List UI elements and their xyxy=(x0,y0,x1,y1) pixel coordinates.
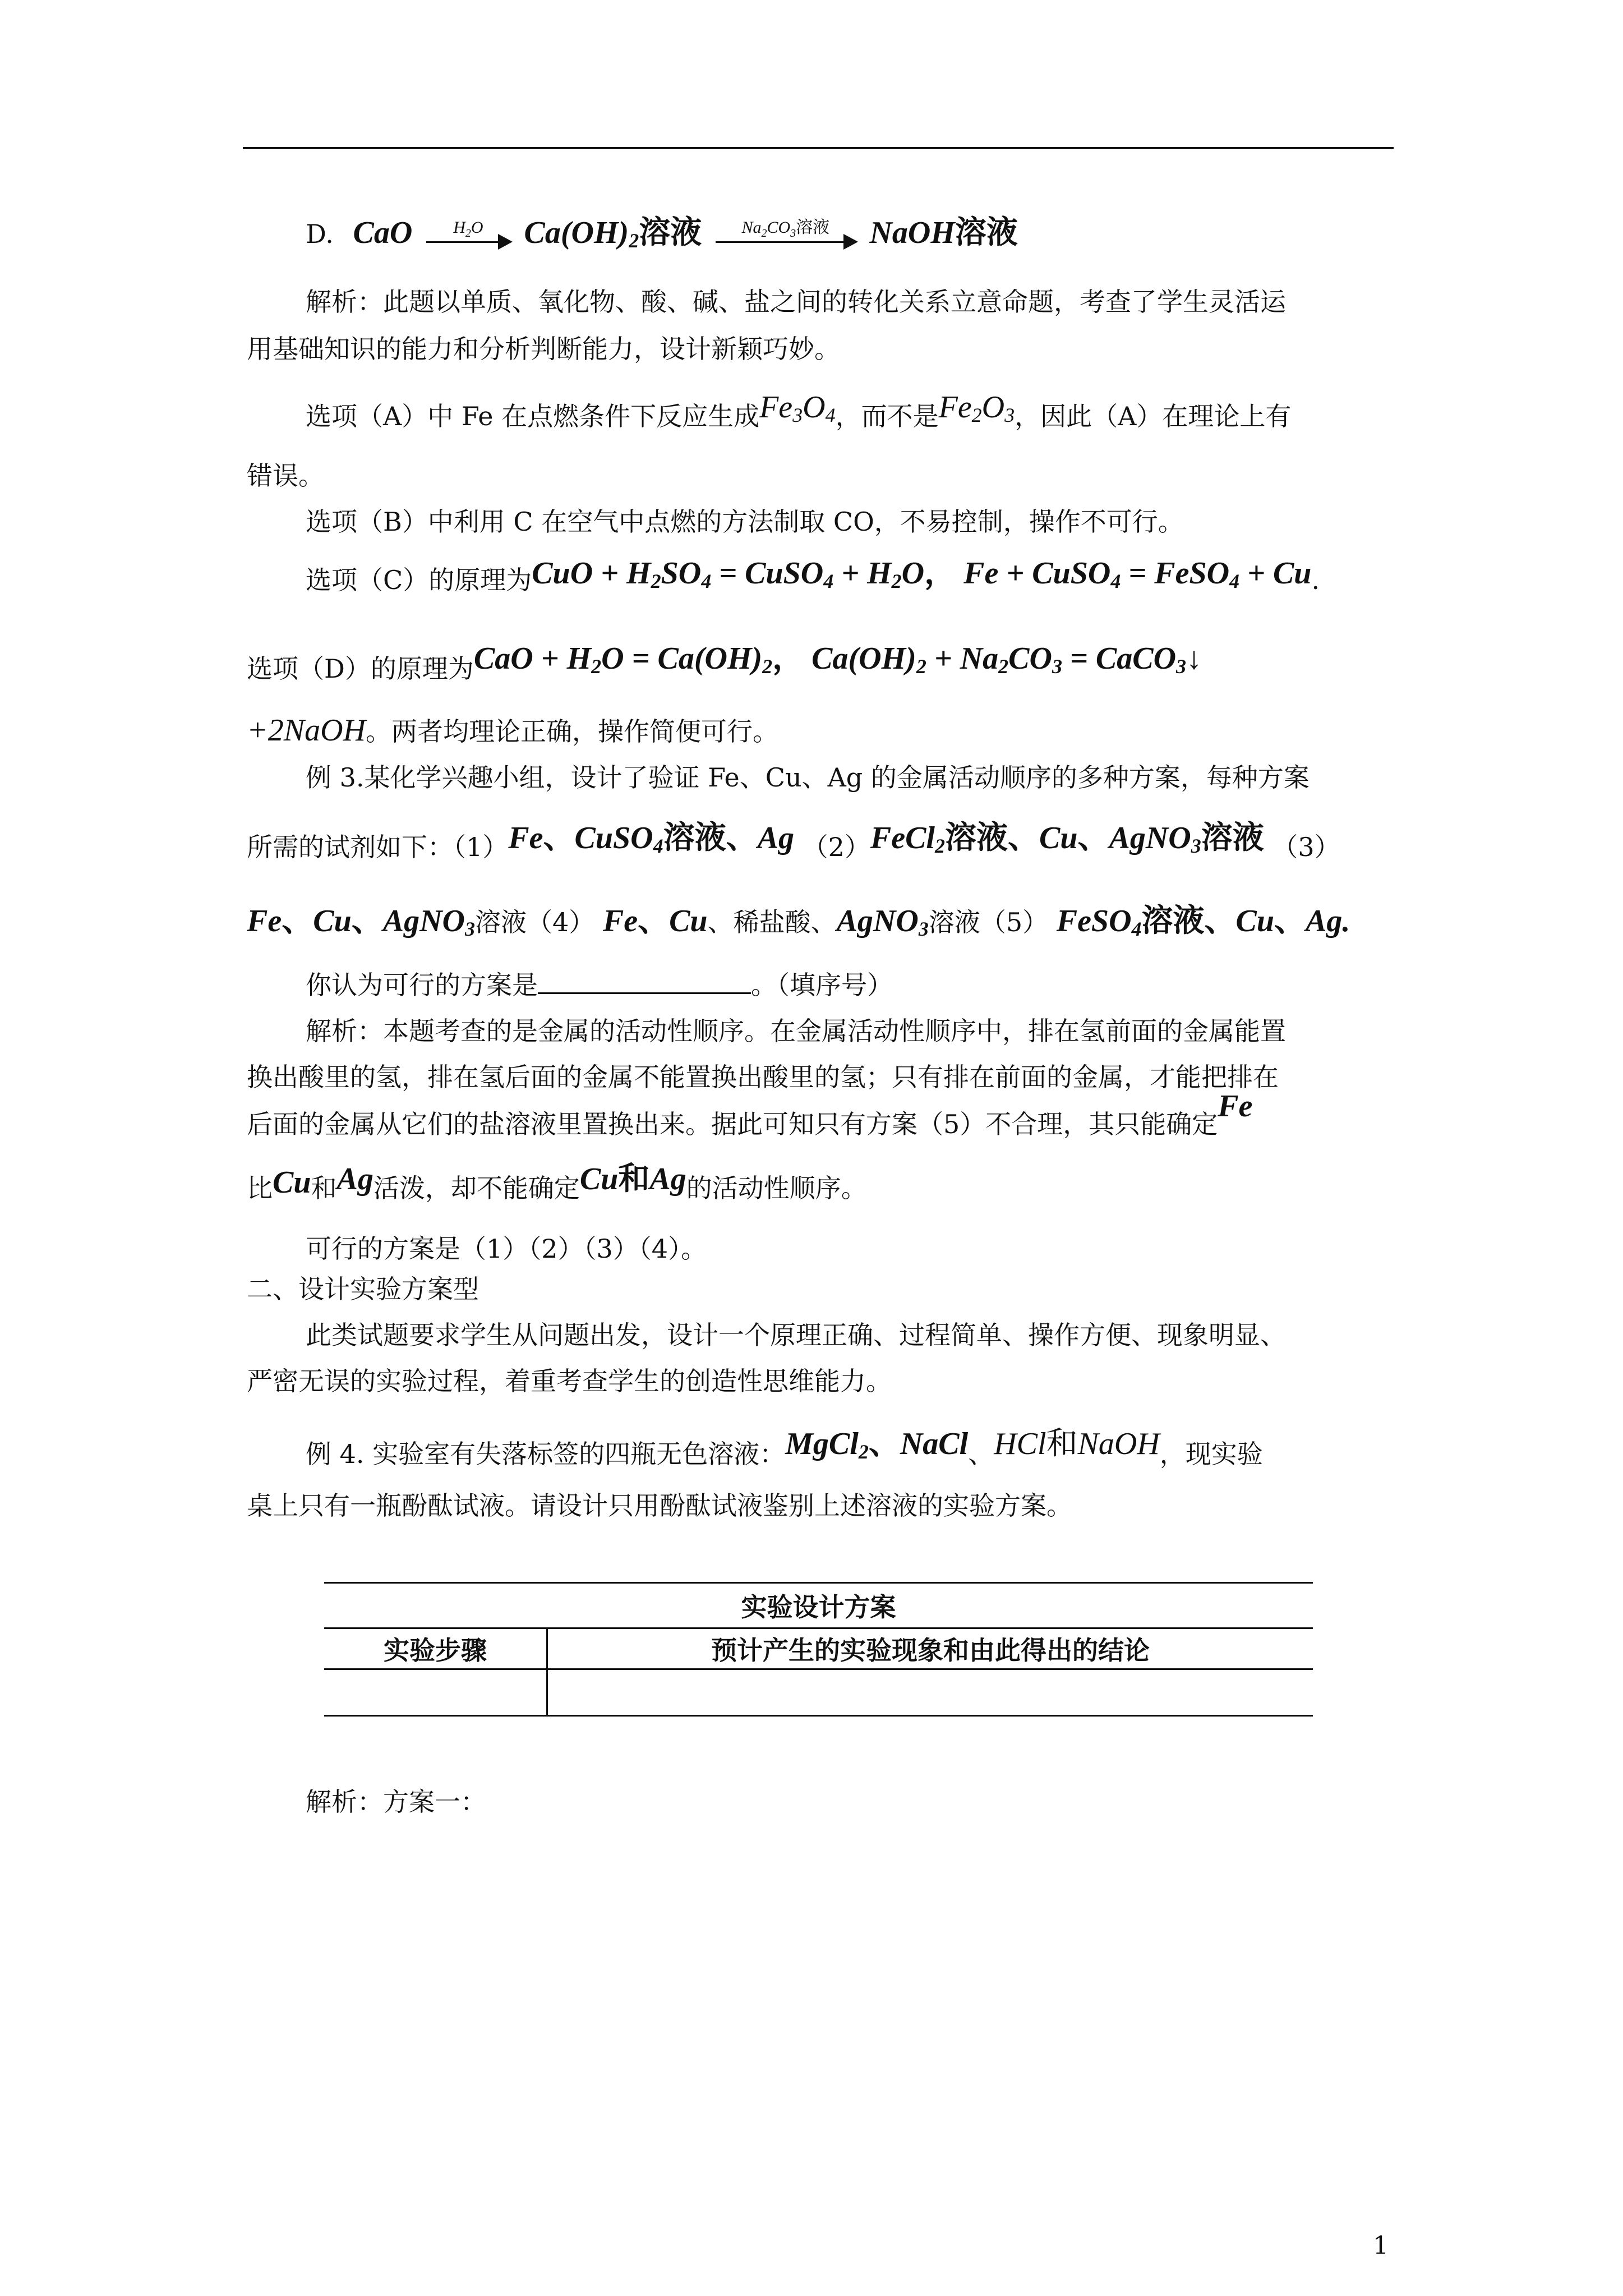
formula-option-c: CuO + $H_2SO_4$ = CuSO$_4$ + $H_2O$， Fe + CuSO$_4$ = FeSO$_4$ + Cu xyxy=(532,556,1312,592)
column-header-conclusion: 预计产生的实验现象和由此得出的结论 xyxy=(547,1628,1313,1669)
formula-mgcl2-nacl: MgCl$_2$、NaCl xyxy=(785,1427,969,1463)
analysis-1-line-1: 解析：此题以单质、氧化物、酸、碱、盐之间的转化关系立意命题，考查了学生灵活运 xyxy=(306,287,1286,317)
formula-fe2o3: $Fe_2O_3$ xyxy=(938,390,1015,426)
table-caption: 实验设计方案 xyxy=(324,1583,1313,1628)
table-cell-steps[interactable] xyxy=(324,1669,547,1716)
option-d-principle-line-2: +2NaOH。两者均理论正确，操作简便可行。 xyxy=(247,713,779,748)
reagents-5: FeSO$_4$溶液、Cu、Ag. xyxy=(1056,904,1350,940)
example-3-question: 你认为可行的方案是 。（填序号） xyxy=(306,970,893,1000)
analysis-3-line-3: 后面的金属从它们的盐溶液里置换出来。据此可知只有方案（5）不合理，其只能确定Fe xyxy=(247,1089,1253,1139)
example-3-line-1: 例 3.某化学兴趣小组，设计了验证 Fe、Cu、Ag 的金属活动顺序的多种方案，每种方案 xyxy=(306,762,1310,793)
analysis-3-line-4: 比Cu和Ag活泼，却不能确定Cu和Ag的活动性顺序。 xyxy=(247,1162,867,1203)
option-c-line: 选项（C）的原理为CuO + $H_2SO_4$ = CuSO$_4$ + $H_2O$， Fe + CuSO$_4$ = FeSO$_4$ + Cu. xyxy=(306,556,1320,595)
option-d-label: D. xyxy=(306,219,334,249)
formula-option-d: CaO + $H_2O = Ca(OH)_2$， $Ca(OH)_2 + Na_2CO_3$ = CaCO$_3$↓ xyxy=(473,641,1202,678)
analysis-4-line: 解析：方案一： xyxy=(306,1787,486,1817)
reagents-1: Fe、CuSO$_4$溶液、Ag xyxy=(508,821,794,857)
header-rule xyxy=(243,147,1394,149)
option-a-line-2: 错误。 xyxy=(247,461,324,491)
formula-cao: CaO xyxy=(353,215,413,250)
option-a-line: 选项（A）中 Fe 在点燃条件下反应生成$Fe_3O_4$，而不是$Fe_2O_3$，因此（A）在理论上有 xyxy=(306,390,1292,431)
formula-ag: Ag xyxy=(336,1162,374,1197)
formula-cu-ag: Cu和Ag xyxy=(579,1162,686,1197)
formula-2naoh: +2NaOH xyxy=(247,713,366,748)
option-b-line: 选项（B）中利用 C 在空气中点燃的方法制取 CO，不易控制，操作不可行。 xyxy=(306,507,1184,537)
reagents-3: Fe、Cu、AgNO$_3$ xyxy=(247,904,475,940)
formula-cu: Cu xyxy=(273,1165,311,1200)
reagents-4-metals: Fe、Cu xyxy=(602,904,708,938)
example-4-line-1: 例 4. 实验室有失落标签的四瓶无色溶液：MgCl$_2$、NaCl、HCl和NaOH，现实验 xyxy=(306,1427,1263,1469)
section-2-line-1: 此类试题要求学生从问题出发，设计一个原理正确、过程简单、操作方便、现象明显、 xyxy=(306,1320,1286,1350)
analysis-1-line-2: 用基础知识的能力和分析判断能力，设计新颖巧妙。 xyxy=(247,334,840,364)
option-d-line xyxy=(306,216,1018,257)
reaction-arrow-2: $Na_2CO_3$溶液 xyxy=(716,230,856,243)
answer-blank[interactable] xyxy=(538,969,751,994)
reagents-4-agno3: AgNO$_3$ xyxy=(836,904,929,940)
example-3-line-2: 所需的试剂如下：（1）Fe、CuSO$_4$溶液、Ag （2）FeCl$_2$溶液、Cu、AgNO$_3$溶液 （3） xyxy=(247,821,1340,862)
example-4-line-2: 桌上只有一瓶酚酞试液。请设计只用酚酞试液鉴别上述溶液的实验方案。 xyxy=(247,1490,1072,1521)
formula-fe: Fe xyxy=(1218,1089,1253,1124)
example-3-line-3: Fe、Cu、AgNO$_3$溶液（4） Fe、Cu、稀盐酸、AgNO$_3$溶液（5） FeSO$_4$溶液、Cu、Ag. xyxy=(247,904,1350,940)
section-2-heading: 二、设计实验方案型 xyxy=(247,1274,479,1304)
analysis-3-line-1: 解析：本题考查的是金属的活动性顺序。在金属活动性顺序中，排在氢前面的金属能置 xyxy=(306,1016,1286,1046)
option-d-principle-line: 选项（D）的原理为CaO + $H_2O = Ca(OH)_2$， $Ca(OH)_2 + Na_2CO_3$ = CaCO$_3$↓ xyxy=(247,641,1202,684)
page-number: 1 xyxy=(1373,2231,1389,2260)
reagents-2: FeCl$_2$溶液、Cu、AgNO$_3$溶液 xyxy=(870,821,1264,857)
formula-hcl-naoh: HCl和NaOH xyxy=(994,1427,1160,1461)
analysis-3-line-2: 换出酸里的氢，排在氢后面的金属不能置换出酸里的氢；只有排在前面的金属，才能把排在 xyxy=(247,1062,1279,1092)
formula-caoh2: $Ca(OH)_2$溶液 xyxy=(524,215,702,252)
formula-fe3o4: $Fe_3O_4$ xyxy=(759,390,836,426)
formula-naoh: NaOH溶液 xyxy=(869,215,1018,250)
table-cell-conclusion[interactable] xyxy=(547,1669,1313,1716)
experiment-plan-table xyxy=(324,1582,1313,1717)
section-2-line-2: 严密无误的实验过程，着重考查学生的创造性思维能力。 xyxy=(247,1366,892,1396)
analysis-3-conclusion: 可行的方案是（1）（2）（3）（4）。 xyxy=(306,1234,707,1264)
column-header-steps: 实验步骤 xyxy=(324,1628,547,1669)
reaction-arrow-1: $H_2O$ xyxy=(426,230,510,243)
